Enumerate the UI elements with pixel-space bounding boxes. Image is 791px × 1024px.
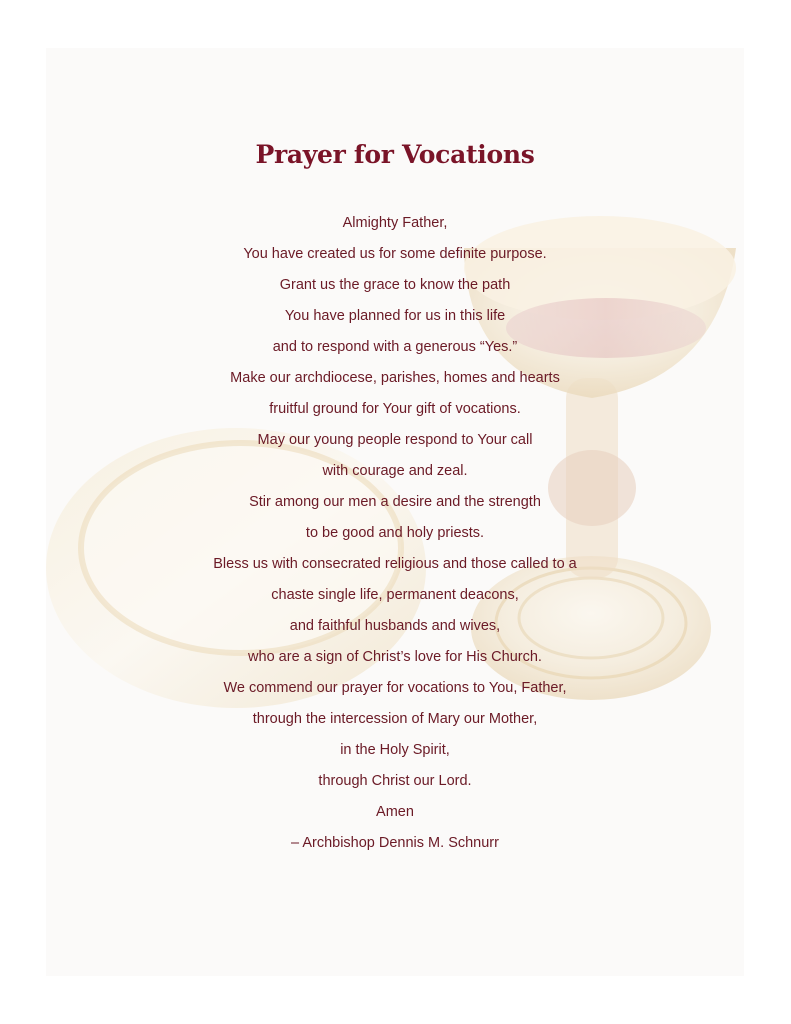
prayer-line: Almighty Father, [342,215,448,231]
prayer-line: chaste single life, permanent deacons, [271,587,519,603]
prayer-line: May our young people respond to Your call [257,432,533,448]
prayer-line: Make our archdiocese, parishes, homes and hearts [230,370,560,386]
prayer-title: Prayer for Vocations [255,140,535,169]
prayer-line: fruitful ground for Your gift of vocations. [269,401,521,417]
prayer-line: You have created us for some definite purpose. [243,246,547,262]
prayer-line: Grant us the grace to know the path [279,277,511,293]
prayer-line: We commend our prayer for vocations to You, Father, [223,680,567,696]
prayer-line: with courage and zeal. [322,463,468,479]
prayer-card [46,48,744,976]
prayer-attribution: – Archbishop Dennis M. Schnurr [291,835,499,851]
prayer-line: Stir among our men a desire and the strength [249,494,541,510]
prayer-amen: Amen [376,804,414,820]
prayer-lines [46,212,744,863]
prayer-line: and to respond with a generous “Yes.” [272,339,518,355]
prayer-line: through Christ our Lord. [318,773,472,789]
prayer-line: You have planned for us in this life [284,308,506,324]
prayer-line: who are a sign of Christ’s love for His Church. [248,649,542,665]
prayer-line: in the Holy Spirit, [340,742,450,758]
prayer-line: Bless us with consecrated religious and those called to a [213,556,577,572]
prayer-line: and faithful husbands and wives, [289,618,501,634]
prayer-line: to be good and holy priests. [305,525,485,541]
prayer-line: through the intercession of Mary our Mother, [252,711,538,727]
